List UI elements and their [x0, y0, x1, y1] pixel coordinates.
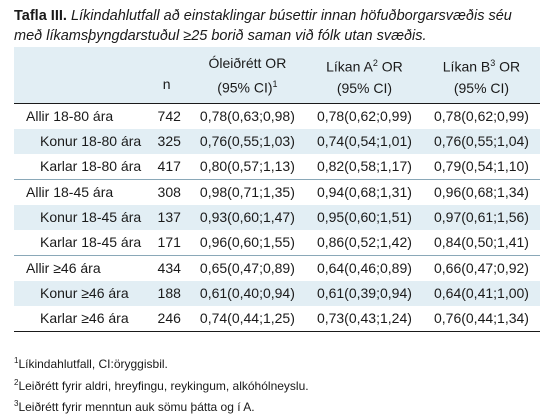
row-label: Karlar 18-45 ára	[40, 234, 142, 250]
header-n: n	[151, 47, 189, 103]
table-row	[14, 255, 540, 281]
row-model-a: 0,82(0,58;1,17)	[316, 158, 412, 174]
row-unadjusted: 0,98(0,71;1,35)	[189, 179, 306, 205]
row-model-b: 0,76(0,55;1,04)	[423, 129, 540, 154]
odds-ratio-table	[14, 47, 540, 332]
row-model-b: 0,79(0,54;1,10)	[433, 158, 529, 174]
row-label: Allir 18-80 ára	[14, 103, 151, 129]
row-model-b: 0,84(0,50;1,41)	[433, 234, 529, 250]
table-row	[14, 154, 540, 180]
header-model-b: Líkan $B^3$ OR (95% CI)	[423, 47, 540, 103]
footnote: $^1$Líkindahlutfall, CI:öryggisbil.	[14, 356, 168, 371]
row-model-a: 0,78(0,62;0,99)	[306, 103, 423, 129]
row-n: 188	[151, 281, 189, 306]
table-row	[14, 129, 540, 154]
header-unadjusted: Óleiðrétt OR (95% CI)$^1$	[189, 47, 306, 103]
row-unadjusted: 0,96(0,60;1,55)	[199, 234, 295, 250]
row-n: 308	[151, 179, 189, 205]
row-label: Konur ≥46 ára	[14, 281, 151, 306]
row-label: Karlar 18-80 ára	[40, 158, 142, 174]
row-model-a: 0,73(0,43;1,24)	[306, 306, 423, 332]
row-n: 246	[151, 306, 189, 332]
header-model-a: Líkan $A^2$ OR (95% CI)	[306, 47, 423, 103]
table-caption	[14, 6, 536, 46]
header-empty	[14, 47, 151, 103]
row-model-b: 0,96(0,68;1,34)	[423, 179, 540, 205]
row-model-a: 0,61(0,39;0,94)	[306, 281, 423, 306]
row-label: Allir 18-45 ára	[14, 179, 151, 205]
row-label: Konur 18-45 ára	[14, 205, 151, 230]
table-row	[14, 230, 540, 256]
row-unadjusted: 0,61(0,40;0,94)	[189, 281, 306, 306]
row-n: 325	[151, 129, 189, 154]
table-label: Tafla III.	[14, 8, 67, 24]
table-row	[14, 281, 540, 306]
table-row	[14, 205, 540, 230]
row-unadjusted: 0,80(0,57;1,13)	[199, 158, 295, 174]
row-label: Karlar ≥46 ára	[14, 306, 151, 332]
footnote: $^3$Leiðrétt fyrir menntun auk sömu þátta og í A.	[14, 399, 255, 414]
row-model-a: 0,64(0,46;0,89)	[306, 255, 423, 281]
table-footnotes	[14, 352, 536, 417]
table-row	[14, 103, 540, 129]
footnote: $^2$Leiðrétt fyrir aldri, hreyfingu, reykingum, alkóhólneyslu.	[14, 377, 309, 393]
row-n: 742	[151, 103, 189, 129]
table-title: Líkindahlutfall að einstaklingar búsettir innan höfuðborgarsvæðis séu með líkamsþyngdarstuðul ≥25 borið saman við fólk utan svæðis.	[14, 8, 512, 44]
row-model-b: 0,76(0,44;1,34)	[423, 306, 540, 332]
row-model-b: 0,78(0,62;0,99)	[423, 103, 540, 129]
row-unadjusted: 0,65(0,47;0,89)	[189, 255, 306, 281]
row-label: Allir ≥46 ára	[14, 255, 151, 281]
row-n: 417	[157, 158, 181, 174]
row-n: 137	[151, 205, 189, 230]
row-unadjusted: 0,78(0,63;0,98)	[189, 103, 306, 129]
row-unadjusted: 0,74(0,44;1,25)	[189, 306, 306, 332]
row-unadjusted: 0,93(0,60;1,47)	[189, 205, 306, 230]
row-n: 171	[157, 234, 181, 250]
row-n: 434	[151, 255, 189, 281]
row-model-b: 0,64(0,41;1,00)	[423, 281, 540, 306]
row-label: Konur 18-80 ára	[14, 129, 151, 154]
row-model-a: 0,86(0,52;1,42)	[316, 234, 412, 250]
row-model-a: 0,74(0,54;1,01)	[306, 129, 423, 154]
row-model-b: 0,66(0,47;0,92)	[423, 255, 540, 281]
table-row	[14, 306, 540, 332]
header-row	[14, 47, 540, 103]
row-unadjusted: 0,76(0,55;1,03)	[189, 129, 306, 154]
row-model-a: 0,94(0,68;1,31)	[306, 179, 423, 205]
row-model-b: 0,97(0,61;1,56)	[423, 205, 540, 230]
table-row	[14, 179, 540, 205]
row-model-a: 0,95(0,60;1,51)	[306, 205, 423, 230]
